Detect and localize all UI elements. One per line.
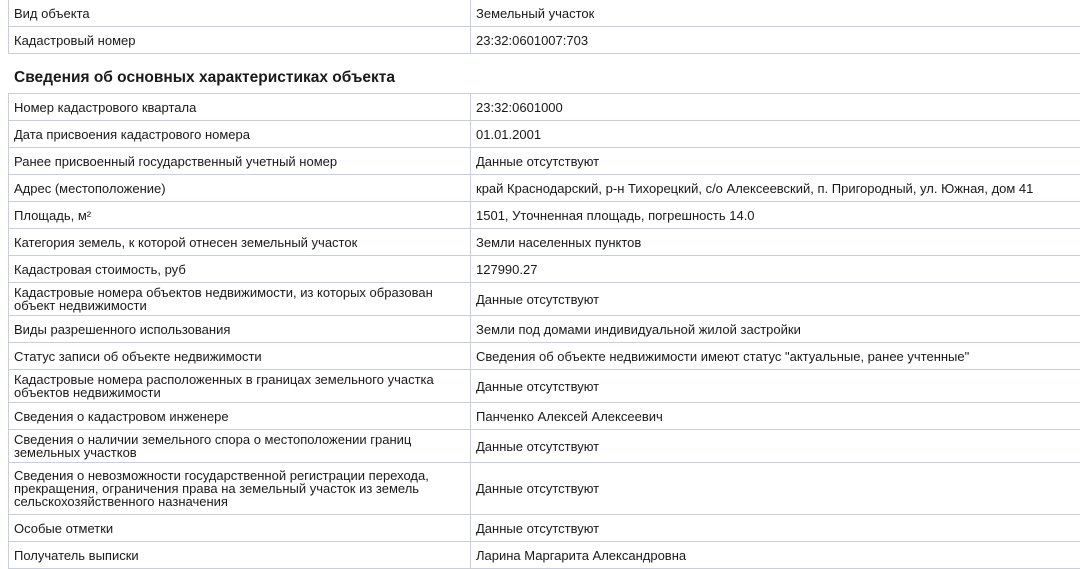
row-label: Категория земель, к которой отнесен земельный участок [9,229,471,256]
row-label: Кадастровый номер [9,27,471,54]
row-value: Данные отсутствуют [471,515,1080,542]
table-row [9,229,1080,256]
row-value: Ларина Маргарита Александровна [471,542,1080,569]
row-label: Статус записи об объекте недвижимости [9,343,471,370]
row-label: Кадастровые номера объектов недвижимости, из которых образован объект недвижимости [9,283,471,316]
table-row [9,121,1080,148]
row-label: Номер кадастрового квартала [9,94,471,121]
table-row [9,430,1080,463]
table-row [9,370,1080,403]
table-row [9,515,1080,542]
table-row [9,542,1080,569]
table-row [9,202,1080,229]
row-value: Земли под домами индивидуальной жилой застройки [471,316,1080,343]
row-value: 01.01.2001 [471,121,1080,148]
row-value: Данные отсутствуют [471,463,1080,515]
table-row [9,0,1080,27]
row-value: край Краснодарский, р-н Тихорецкий, с/о Алексеевский, п. Пригородный, ул. Южная, дом 41 [471,175,1080,202]
row-value: Сведения об объекте недвижимости имеют статус "актуальные, ранее учтенные" [471,343,1080,370]
row-value: 127990.27 [471,256,1080,283]
row-value: 23:32:0601007:703 [471,27,1080,54]
table-row [9,27,1080,54]
row-value: Данные отсутствуют [471,148,1080,175]
row-label: Площадь, м² [9,202,471,229]
table-row [9,403,1080,430]
row-value: Данные отсутствуют [471,370,1080,403]
table-row [9,256,1080,283]
row-value: Земельный участок [471,0,1080,27]
row-label: Адрес (местоположение) [9,175,471,202]
row-label: Особые отметки [9,515,471,542]
table-row [9,175,1080,202]
row-value: Данные отсутствуют [471,430,1080,463]
row-label: Кадастровая стоимость, руб [9,256,471,283]
section-title: Сведения об основных характеристиках объекта [14,69,396,86]
row-label: Сведения о наличии земельного спора о местоположении границ земельных участков [9,430,471,463]
table-row [9,94,1080,121]
table-row [9,343,1080,370]
row-label: Виды разрешенного использования [9,316,471,343]
row-value: 23:32:0601000 [471,94,1080,121]
object-summary-table [8,0,1080,54]
object-characteristics-table [8,93,1080,569]
table-row [9,283,1080,316]
table-row [9,316,1080,343]
table-row [9,148,1080,175]
row-label: Дата присвоения кадастрового номера [9,121,471,148]
row-label: Вид объекта [9,0,471,27]
row-value: 1501, Уточненная площадь, погрешность 14.0 [471,202,1080,229]
row-label: Сведения о невозможности государственной регистрации перехода, прекращения, ограничения права на земельный участок из земель сельскохозяйственного назначения [9,463,471,515]
row-value: Данные отсутствуют [471,283,1080,316]
row-label: Сведения о кадастровом инженере [9,403,471,430]
row-label: Кадастровые номера расположенных в границах земельного участка объектов недвижимости [9,370,471,403]
row-value: Земли населенных пунктов [471,229,1080,256]
row-value: Панченко Алексей Алексеевич [471,403,1080,430]
table-row [9,463,1080,515]
row-label: Получатель выписки [9,542,471,569]
row-label: Ранее присвоенный государственный учетный номер [9,148,471,175]
